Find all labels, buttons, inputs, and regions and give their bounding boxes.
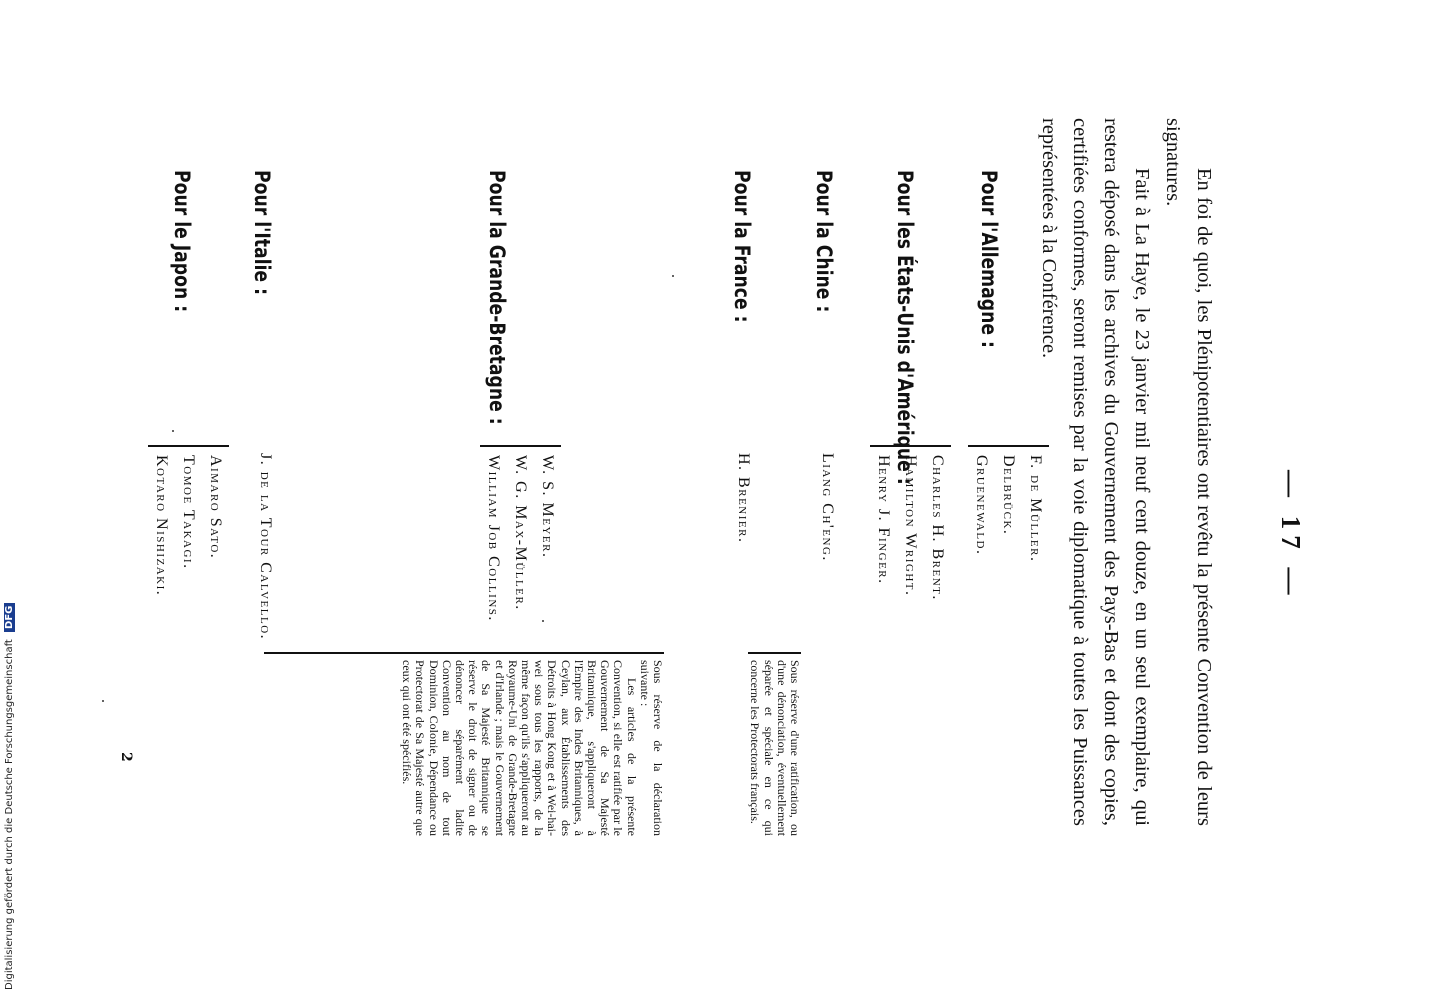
signatory-name: H. Brenier. xyxy=(735,453,752,544)
reservation-france xyxy=(748,652,801,836)
signatory-name: Charles H. Brent. xyxy=(929,455,946,601)
signatures-etats-unis xyxy=(870,445,951,601)
signatures-chine xyxy=(814,445,841,562)
scan-speck xyxy=(672,275,674,277)
paragraph-fait-a-la-haye: Fait à La Haye, le 23 janvier mil neuf cent douze, en un seul exemplaire, qui restera déposé dans les archives du Gouvernement des Pays-Bas et dont des copies, certifiées conformes, seront remises par la voie diplomatique à toutes les Puissances représentées à la Conférence. xyxy=(1038,118,1153,826)
page-number: — 17 — xyxy=(1276,470,1306,601)
country-label-chine: Pour la Chine : xyxy=(812,170,836,313)
reservation-gb-title: Sous réserve de la déclaration suivante : xyxy=(637,660,665,836)
signatures-france xyxy=(730,445,757,543)
digitization-footer xyxy=(4,603,15,990)
signatures-japon xyxy=(148,445,229,596)
signatory-name: Hamilton Wright. xyxy=(902,455,919,597)
signatory-name: J. de la Tour Calvello. xyxy=(257,453,274,641)
closing-paragraphs xyxy=(1033,118,1219,826)
signatory-name: W. S. Meyer. xyxy=(539,455,556,559)
country-label-france: Pour la France : xyxy=(730,170,754,323)
signatory-name: Tomoe Takagi. xyxy=(180,455,197,570)
signatory-name: Kotaro Nishizaki. xyxy=(153,455,170,597)
paragraph-signatures: En foi de quoi, les Plénipotentiaires ont revêtu la présente Convention de leurs signatures. xyxy=(1162,118,1215,826)
signatory-name: William Job Collins. xyxy=(485,455,502,622)
footer-text: Digitalisierung gefördert durch die Deutsche Forschungsgemeinschaft xyxy=(4,639,15,990)
signatures-allemagne xyxy=(968,445,1049,562)
dfg-logo-icon: DFG xyxy=(4,603,15,632)
signatory-name: Liang Ch'eng. xyxy=(819,453,836,562)
signatures-italie xyxy=(252,445,279,640)
signatory-name: Aimaro Sato. xyxy=(207,455,224,560)
country-label-italie: Pour l'Italie : xyxy=(250,170,274,295)
signatory-name: F. de Müller. xyxy=(1027,455,1044,563)
reservation-gb-body: Les articles de la présente Convention, si elle est ratifiée par le Gouvernement de Sa Majesté Britannique, s'appliqueront à l'Empire des Indes Britanniques, à Ceylan, aux Établissements des Détroits à Hong Kong et à Wei-hai-wei sous tous les rapports, de la même façon qu'ils s'appliqueront au Royaume-Uni de Grande-Bretagne et d'Irlande ; mais le Gouvernement de Sa Majesté Britannique se réserve le droit de signer ou de dénoncer séparément ladite Convention au nom de tout Dominion, Colonie, Dépendance ou Protectorat de Sa Majesté autre que ceux qui ont été spécifiés. xyxy=(400,660,639,836)
country-label-grande-bretagne: Pour la Grande-Bretagne : xyxy=(485,170,509,425)
sheet-signature-mark: 2 xyxy=(118,752,134,762)
country-label-etats-unis: Pour les États-Unis d'Amérique : xyxy=(893,170,917,485)
scan-speck xyxy=(102,700,104,702)
country-label-japon: Pour le Japon : xyxy=(170,170,194,313)
scan-speck xyxy=(172,430,174,432)
scan-speck xyxy=(542,620,544,622)
signatory-name: Gruenewald. xyxy=(973,455,990,556)
signatures-grande-bretagne xyxy=(480,445,561,622)
reservation-grande-bretagne xyxy=(264,652,664,836)
signatory-name: Henry J. Finger. xyxy=(875,455,892,585)
signatory-name: W. G. Max-Müller. xyxy=(512,455,529,611)
signatory-name: Delbrück. xyxy=(1000,455,1017,536)
country-label-allemagne: Pour l'Allemagne : xyxy=(977,170,1001,348)
reservation-france-text: Sous réserve d'une ratification, ou d'une dénonciation, éventuellement séparée et spéciale en ce qui concerne les Protectorats français. xyxy=(748,660,802,836)
